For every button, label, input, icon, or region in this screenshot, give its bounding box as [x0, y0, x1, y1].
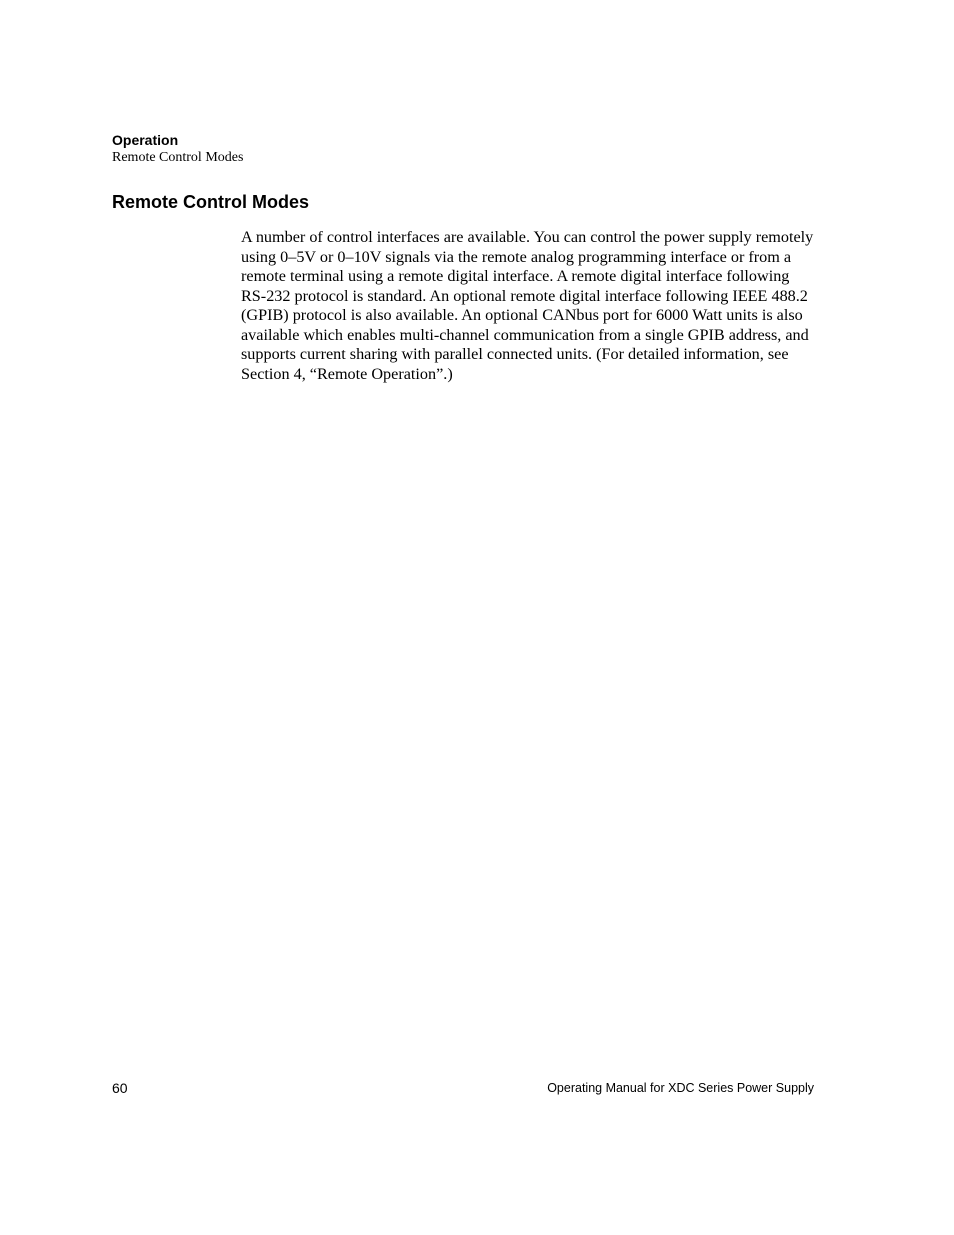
page-number: 60: [112, 1080, 128, 1096]
section-heading: Remote Control Modes: [112, 192, 310, 212]
body-paragraph: A number of control interfaces are available. You can control the power supply remotely using 0–5V or 0–10V signals via the remote analog programming interface or from a remote terminal using a remote digital interface. A remote digital interface following RS-232 protocol is standard. An optional remote digital interface following IEEE 488.2 (GPIB) protocol is also available. An optional CANbus port for 6000 Watt units is also available which enables multi-channel communication from a single GPIB address, and supports current sharing with parallel connected units. (For detailed information, see Section 4, “Remote Operation”.): [241, 228, 814, 383]
footer-document-title: Operating Manual for XDC Series Power Supply: [547, 1081, 814, 1095]
header-section-title: Remote Control Modes: [112, 150, 244, 165]
header-chapter-title: Operation: [112, 132, 179, 148]
running-header: [112, 131, 812, 167]
